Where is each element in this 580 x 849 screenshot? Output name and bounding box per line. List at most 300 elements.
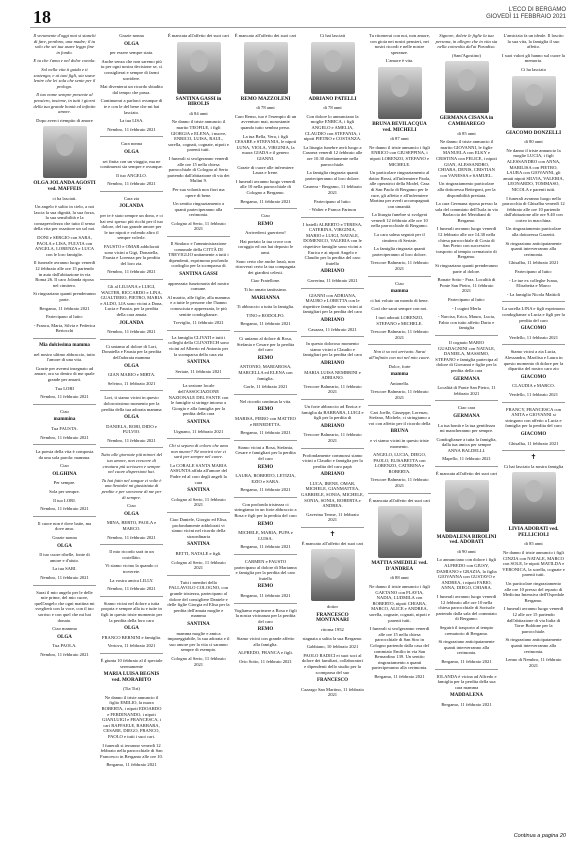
notice-text: Il tuo cuore ribelle, fonte di amore e d'aiuto. xyxy=(39,552,90,563)
portrait-photo xyxy=(445,480,489,532)
notice-text: Ciao xyxy=(395,280,404,286)
notice-text: Ciao Daniele, Giorgio ed Elisa, profondamente addolorati vi siamo vicini nel ricordo della straordinaria xyxy=(169,517,228,539)
notice-divider xyxy=(301,336,364,337)
notice-text: Ne danno il triste annuncio il figlio EMILIO, la nuora ROBERTA, i nipoti EDOARDO e FERDINANDO, i nipoti GIANLUIGI e FRANCESCA, i cari RAFFAELE, BARBARA, CESARE, DIEGO, FRANCO, PAOLO e tutti i suoi cari. xyxy=(101,694,162,740)
notice-divider xyxy=(100,136,163,137)
notice-text: In questo doloroso momento siamo vicini a Claudio e famigliari per la perdita del caro xyxy=(302,341,363,358)
deceased-name: MATTIA SMEDILE ved. D'ANDREA xyxy=(371,560,428,572)
notice-text: Il tuo ANGELO. xyxy=(116,172,147,178)
notice-text: CLAUDIA e MARCO. xyxy=(512,383,555,389)
addressee-name: mammina xyxy=(53,417,76,423)
notice-text: stagnata a salita la sua Bergamo. xyxy=(302,635,363,641)
notice-text: Bergamo, 11 febbraio 2021 xyxy=(441,658,492,664)
notice-text: Un sentito ringraziamento a quanti parteciperanno alla cerimonia. xyxy=(172,201,225,218)
deceased-name: GIACOMO DONZELLI xyxy=(505,129,562,136)
notice-text: Il tuo LORI. xyxy=(53,497,76,503)
notice-divider xyxy=(234,554,297,555)
deceased-name: OLGA JOLANDA AGOSTI ved. MAFFEIS xyxy=(33,180,96,192)
notice-text: Partecipano al lutto: xyxy=(314,198,351,204)
notice-text: Sono certo che anche lassù, non ritroverai certo la tua compagnia dei giardini celesti. xyxy=(235,258,296,275)
notice-text: Trescore Balneario, 11 febbraio 2021 xyxy=(303,383,362,395)
notice-divider xyxy=(100,191,163,192)
obituary-column xyxy=(502,33,565,833)
notice-text: È mancato all'affetto dei suoi cari xyxy=(234,33,297,38)
notice-text: Bergamo, 11 febbraio 2021 xyxy=(240,430,291,436)
notice-text: La tua Bella, Vera, i figli CESARE e STEFANIA, le nipoti LUNA, VIOLA, VIRGINIA, la nuora GIADA e il genero GIANNI. xyxy=(234,133,297,161)
notice-text: e vi siamo vicini in questo triste momento. xyxy=(370,437,429,449)
notice-divider xyxy=(502,344,565,345)
notice-text: Per sua volontà non fiori ma opere di bene. xyxy=(172,186,225,198)
notice-text: Ne danno il triste annuncio i figli CINZIA con NATALE, MARCO con SOLE, le nipoti MATILDA e VERONICA, la sorella, cognate e parenti tutti. xyxy=(502,550,565,578)
notice-text: È mancata all'affetto dei suoi cari xyxy=(435,471,498,477)
notice-text: Bergamo, 11 febbraio 2021 xyxy=(240,593,291,598)
addressee-name: OLGHINA xyxy=(52,471,77,477)
notice-text: Casnera - Bergamo, 11 febbraio 2021 xyxy=(303,184,362,195)
notice-text: Siamo vicini a zia Lucia, Alessandro, Marilisa e Laura in questo momento di dolore per la dipartita del nostro caro zio xyxy=(503,349,564,372)
notice-divider xyxy=(301,217,364,218)
notice-text: Ci hai lasciato la nostra famiglia xyxy=(503,463,564,469)
notice-text: È giunta 10 febbraio al il speciale serenamente xyxy=(100,657,163,669)
notice-divider xyxy=(435,400,498,401)
addressee-name: GIACOMO xyxy=(520,326,547,332)
addressee-name: BRUNA xyxy=(390,429,409,435)
notice-text: Bonate Sotto - Fraz. Località di Ponte San Pietro, 11 febbraio 2021 xyxy=(437,277,496,294)
notice-text: Ne danno il triste annuncio i figli GAETANO con FLAVIA, NADIA, LUDMILA con ROBERTO, nipoti CHIARA, MARCO, ALICE e ANDREA, sorella, cognate, cognati, nipoti e parenti tutti. xyxy=(369,584,430,623)
notice-text: I funerali avranno luogo venerdì alle 10 nella parrocchiale di Cologno a Bergamo. xyxy=(235,178,296,195)
addressee-name: Mia dolcissima mamma xyxy=(39,342,90,348)
notice-text: DANIELA, ROBI, DIDO e FULVIO. xyxy=(106,423,157,435)
notice-text: Ci uniamo al dolore di Rosa, Stefania e Cesare per la perdita del caro xyxy=(236,336,295,353)
portrait-photo xyxy=(311,549,355,601)
addressee-name: ADRIANO xyxy=(320,472,345,478)
addressee-name: REMO xyxy=(257,627,274,633)
notice-text: (Sant'Agostino) xyxy=(452,52,481,58)
notice-text: Sol nella vita ti guida e ti sostenga; e ai tuoi figli, sia soave lenire che lei sola che sente per il prologo. xyxy=(33,66,96,89)
notice-text: I tuoi adorati LORENZO, STEFANO e MICHELE. xyxy=(375,315,424,326)
notice-text: di 88 anni xyxy=(390,575,409,581)
notice-text: Ciao xyxy=(261,213,270,219)
notice-text: Bergamo, 11 febbraio 2021 xyxy=(240,544,291,550)
notice-text: I funerali avranno luogo venerdì 12 febbraio alle ore 10 nella chiesa parrocchiale di Sorisole partendo dalla sala del commiato di Bergamo. xyxy=(436,594,497,622)
notice-text: I funerali si terranno venerdì 12 febbraio nella parrocchiale di San Francesco in Bergamo alle ore 10. xyxy=(100,742,163,759)
notice-divider xyxy=(100,279,163,280)
notice-text: LAURA, ROBERTO, LETIZIA, EZIO e SARA. xyxy=(235,473,296,484)
notice-text: Ne danno il triste annuncio la moglie LUCIA, i figli ALESSANDRO con ANNA, MARILISA con PIETRO, LAURA con GIOVANNI, gli amati nipoti SILVIA, VALERIA, LEONARDO, TOMMASO, NICOLA e parenti tutti. xyxy=(503,147,564,192)
notice-text: di 78 anni xyxy=(323,105,342,111)
notice-text: La vostra amica LILLY. xyxy=(109,577,154,583)
addressee-name: mamma xyxy=(390,372,409,378)
notice-divider xyxy=(33,585,96,586)
deceased-name: ADRIANO PATELLI xyxy=(308,95,357,102)
obituary-column xyxy=(435,33,498,833)
notice-text: GIAN MARIO e MIRTA. xyxy=(107,372,156,378)
notice-text: L'amicizia fa un ideale. Il lascito la sua vita, la famiglia il suo affetto. xyxy=(503,33,564,50)
notice-text: - Franca, Maria, Silvia e Federica Bertocchi xyxy=(33,322,96,334)
notice-divider xyxy=(502,402,565,403)
notice-text: Nembro, 11 febbraio 2021 xyxy=(40,394,89,400)
addressee-name: REMO xyxy=(257,355,274,361)
notice-text: Orio Sotto, 11 febbraio 2021 xyxy=(239,658,292,664)
notice-text: Ciao xyxy=(60,408,69,414)
notice-text: Seguirà il trasporto al tempio crematorio di Bergamo. xyxy=(439,624,494,636)
notice-text: ritorna 1952 xyxy=(321,627,344,632)
notice-text: Ne danno il triste annuncio i figli ENRICO con GIUSEPPINA, i nipoti LORENZO, STEFANO e MICHELE. xyxy=(369,144,430,167)
notice-divider xyxy=(435,335,498,336)
notice-text: La famiglia CLIVATI e tutti i colleghi della CLIVATECH sono vicini ad Alberto ed Antonio per la scomparsa della cara zia xyxy=(168,334,229,357)
addressee-name: OLGA xyxy=(124,363,139,369)
addressee-name: REMO xyxy=(257,221,274,227)
deceased-name: REMO MAZZOLENI xyxy=(240,95,291,102)
addressee-name: GERMANA xyxy=(453,413,480,419)
notice-text: Nembro, 11 febbraio 2021 xyxy=(40,651,89,657)
notice-text: BETTI, NATALE e figli. xyxy=(175,551,222,556)
notice-text: Nembro, 11 febbraio 2021 xyxy=(107,534,156,540)
addressee-name: JOLANDA xyxy=(119,204,144,210)
notice-text: Cazzago San Martino, 11 febbraio 2021 xyxy=(301,686,364,698)
deceased-name: FRANCESCO MONTANARI xyxy=(316,611,349,624)
addressee-name: mamma xyxy=(390,289,409,295)
notice-divider xyxy=(100,339,163,340)
notice-text: I funerali avranno luogo venerdì 12 alle ore 15 partendo dall'abitazione di via Italia di Torre Boldone per la parrocchiale. xyxy=(503,606,564,634)
notice-text: Grazie nonna xyxy=(52,535,77,541)
notice-text: I funerali avranno luogo nella parrocchia di Ghisalba venerdì 12 febbraio alle ore 10 partendo dall'abitazione alle ore 9.40 con corteo in macchina. xyxy=(502,195,565,223)
notice-text: I fratelli ALBERTO e TERESA, CATERINA, VIRGINIA, MARIO e LUIGI, NATALE, DOMENICO, VALERIA con le rispettive famiglie sono vicini a Enrica e ai nipoti Angelo e Claudio per la perdita del caro fratello xyxy=(302,221,363,266)
notice-text: di 85 anni xyxy=(524,541,543,547)
deceased-name: GERMANA CISANA in CAMBIAREGO xyxy=(439,115,494,127)
addressee-name: SANTINA xyxy=(187,419,210,425)
publication-name: L'ECO DI BERGAMO xyxy=(508,7,566,13)
notice-text: Ti ho amato tantissimo. xyxy=(243,287,288,293)
notice-text: Cologno al Serio, 11 febbraio 2021 xyxy=(171,655,226,667)
notice-divider xyxy=(100,390,163,391)
deceased-name: MARIA LUISA BEGNIS ved. MORABITO xyxy=(103,671,160,683)
publication-masthead xyxy=(486,7,566,21)
notice-text: Ne danno il triste annuncio il marito GIOVANNI, le figlie MANUELA con ELKY e CRISTINA con FELICE, i nipoti GIAN, ALESSANDRO, CHIARA, DENIS, CRISTIAN con VANESSA e SAMUEL. xyxy=(436,139,497,178)
notice-text: E tu che t'ama e nel dolor conola. xyxy=(33,58,96,64)
addressee-name: ADRIANO xyxy=(320,269,345,275)
deceased-name: MADDALENA BIROLINI ved. ADOBATI xyxy=(436,533,497,546)
notice-text: Dopo averci riempito di amore xyxy=(36,117,93,123)
addressee-name: SANTINA xyxy=(187,488,210,494)
notice-text: Nembro, 11 febbraio 2021 xyxy=(107,437,156,443)
notice-text: Ciao Fratellone. xyxy=(250,278,281,284)
notice-text: Grazie di cuore alle infermiere Laura e Irene. xyxy=(237,164,294,176)
addressee-name: REMO xyxy=(257,407,274,413)
notice-text: Siamo vicini a Rosa, Stefania, Cesare e famigliari per la perdita del caro xyxy=(235,444,296,461)
addressee-name: REMO xyxy=(257,521,274,527)
notice-text: Nel ricordo continua la vita. xyxy=(239,398,292,404)
addressee-name: REMO xyxy=(257,464,274,470)
publication-date: GIOVEDÌ 11 FEBBRAIO 2021 xyxy=(486,14,566,20)
notice-text: Ne danno il triste annuncio il marito TEOFILE, i figli GIORGIA e ELENA, i nuove, ENRICO, LUISA, RAUL, sorella, cognati, cognate, nipoti e parenti tutti. xyxy=(168,119,229,153)
notice-text: Il funerale avranno luogo venerdì 12 febbraio alle ore 15 partendo in auto dall'abitazione in via Roma 26. Il caro Jolanda riposa nel cimitero. xyxy=(33,260,96,288)
notice-text: di 80 anni xyxy=(524,139,543,145)
notice-text: PAOLO RADICI ei suoi soci al dolore dei familiari, collaboratori e dipendenti dello studio per la scomparsa del suo xyxy=(301,652,364,675)
notice-divider xyxy=(234,208,297,209)
notice-text: (Tia Tiri) xyxy=(123,686,140,692)
obituary-column xyxy=(301,33,364,833)
notice-text: Partecipano al lutto: xyxy=(448,297,485,302)
notice-text: DONI e SERGIO con SARA, PAOLA e LISA, FULVIA con ANGELA, LORENZA e LUCA con le loro famiglie. xyxy=(34,235,95,257)
portrait-photo xyxy=(378,506,422,558)
notice-text: Un forte abbraccio ad Enrica e famiglia da BARBARA, LUIGI e figli per la perdita di xyxy=(301,403,364,421)
notice-text: Ci ha lasciato xyxy=(520,66,546,72)
header-rule xyxy=(30,27,566,28)
obituary-column xyxy=(368,33,431,833)
notice-text: Nembro, 11 febbraio 2021 xyxy=(107,181,156,187)
portrait-photo xyxy=(311,42,355,94)
notice-divider xyxy=(502,450,565,451)
notice-divider xyxy=(368,276,431,277)
notice-text: Condoglianze a tutta la famiglia, dalla tua amica per sempre ANNA BALDELLI. xyxy=(436,436,497,453)
portrait-photo xyxy=(177,42,221,94)
notice-text: Tu hai fatto nel sangue ci volte è una Sentalei mi giustiziata di perdite e per sovvenne di me per di sempre. xyxy=(101,477,162,500)
notice-text: Nembro, 11 febbraio 2021 xyxy=(107,269,156,275)
notice-text: Tutti i membri della PALLAVOLO COLOGNO, con grande tristezza, partecipano al dolore del consigliere Daniele e delle figlie Giorgia ed Elisa per la perdita dell'amata moglie e mamma xyxy=(167,579,230,619)
notice-text: Grazie per avermi insegnato ad amare, ora so dentro di me quale grande per amarti. xyxy=(34,365,95,382)
addressee-name: JOLANDA xyxy=(119,320,144,326)
notice-text: Cara zia xyxy=(123,195,140,201)
deceased-name: BRUNA BEVILACQUA ved. MICHELI xyxy=(372,120,427,133)
cross-icon: ✝ xyxy=(329,530,336,539)
addressee-name: SANTINA xyxy=(187,542,210,548)
notice-text: Ciao xyxy=(60,463,69,469)
notice-text: Località di Ponte San Pietro, 11 febbraio 2021 xyxy=(437,385,496,396)
addressee-name: GIACOMO xyxy=(520,374,547,380)
notice-text: I funerali si svolgeranno venerdì alle ore 15 nella chiesa parrocchiale di San Siro in Cologno partendo dalla casa del commiato Emilio in via San Bernardino 139. Un sentito ringraziamento a quanti parteciperanno alla cerimonia. xyxy=(369,626,430,671)
notice-text: per essere sempre stata. xyxy=(109,50,154,56)
notice-divider xyxy=(234,394,297,395)
notice-text: Si ringraziano anticipatamente quanti interverranno alla cerimonia. xyxy=(505,637,562,654)
notice-divider xyxy=(234,440,297,441)
notice-divider xyxy=(167,236,230,237)
obituary-column xyxy=(100,33,163,833)
notice-text: Trescore Balneario, 11 febbraio 2021 xyxy=(370,329,429,340)
notice-text: Ghisalba, 11 febbraio 2021 xyxy=(508,260,559,266)
notice-text: Nembro, 11 febbraio 2021 xyxy=(107,586,156,592)
notice-text: per te è stato sempre un dono, e ci hai resi spesso più ricchi per il tuo dolore, del tuo grande amore per le tue nipoti e volendo altro il sempre volerle. xyxy=(100,213,163,241)
page-number: 18 xyxy=(33,7,51,27)
notice-text: Bergamo, 11 febbraio 2021 xyxy=(240,321,291,327)
notice-text: FRANCO BERNINI e famiglia. xyxy=(101,634,162,640)
notice-divider xyxy=(234,497,297,498)
deceased-name: SANTINA GASSI in BIROLIS xyxy=(175,95,222,108)
notice-text: sei finita con un viaggio, ma ne continuerai sia sempre e ovunque. xyxy=(100,158,163,170)
notice-text: Tua LORI xyxy=(55,385,74,391)
notice-divider xyxy=(301,448,364,449)
notice-text: Un particolare ringraziamento al dottor Rossi, all'infermiere Paola, alle operatrici della Model, Casa di San Paolo di Bergamo per le cure, gli affetto e all'infermiere Martina per averli accompagnati con umanità. xyxy=(368,170,431,209)
cross-icon: ✝ xyxy=(530,453,537,462)
notice-text: Bergamo, 11 febbraio 2021 xyxy=(240,487,291,493)
notice-text: Così che sarai sempre con noi. xyxy=(371,306,428,312)
notice-text: Ci uniamo al dolore di Lori, Donatella e Fausta per la perdita dell'adorata mamma xyxy=(101,343,162,360)
notice-divider xyxy=(435,466,498,467)
notice-text: ANGELO, LUCIA, DIEGO, PAOLO, ELISABETTA con LORENZO, CATERINA e ROBERTA. xyxy=(373,452,426,474)
notice-text: Gabbiano, 10 febbraio 2021 xyxy=(306,644,359,650)
notice-divider xyxy=(33,444,96,445)
notice-text: apprezzata funzionaria del nostro comune. xyxy=(167,280,230,292)
notice-text: Mai diventerai un ricordo sbiadito dal tempo che passa. xyxy=(100,84,163,95)
notice-text: Lo annunciano con dolore i figli ALFREDO con GIUSY, DAMIANO e GRAZIA, la figlia GIOVANNA con GUSTAVO e ANDREA, i nipoti FABIO, ANNA, DIEGO, CHIARA. xyxy=(436,557,497,591)
notice-text: Nembro, 11 febbraio 2021 xyxy=(40,575,89,580)
notice-text: Si ringraziano anticipatamente quanti interverranno alla cerimonia. xyxy=(505,240,562,257)
addressee-name: MARIANNA xyxy=(251,295,280,301)
addressee-name: MADDALENA xyxy=(449,693,484,699)
notice-divider xyxy=(435,669,498,670)
notice-text: Siamo vicini nel dolore a tutta propria e sempre alla tu e tutte in figli in questo triste momento per la perdita della loro cara xyxy=(100,600,163,623)
notice-text: Lori, ti siamo vicini in questo dolorosissimo momento per la perdita della tua adorata mamma xyxy=(101,395,162,412)
notice-text: ANTONIO, MARIAROSA, MARCELLA ed ELENA con famiglia. xyxy=(238,364,293,381)
notice-text: Ciao mamma xyxy=(52,626,77,632)
notice-text: Con dolore lo annunciano la moglie ENRICA, i figli ANGELO e AMELIA, CLAUDIO con STEFANIA, i nipoti PIETRO e COSTANZA. xyxy=(303,113,362,142)
addressee-name: OLGA xyxy=(57,543,72,549)
notice-text: Bergamo, 11 febbraio 2021 xyxy=(374,673,425,679)
notice-text: Sola per sempre. xyxy=(49,489,80,495)
notice-text: I funerali si svolgeranno venerdì alle ore 15 nella chiesa parrocchiale di Cologno al Serio partendo dall'abitazione di via dei Mulini 9. xyxy=(167,155,230,184)
notice-text: MARISA, PIERO con MATTEO e BENEDETTA. xyxy=(235,415,296,427)
notice-divider xyxy=(167,330,230,331)
notice-text: Nembro, 11 febbraio 2021 xyxy=(107,329,156,335)
portrait-photo xyxy=(512,76,556,128)
notice-text: - La famiglia Nicola Mattioli xyxy=(506,291,561,297)
notice-text: È mancato all'affetto dei suoi cari xyxy=(301,540,364,546)
notice-text: IOLANDA è vicina ad Alfredo e famiglia per la perdita della sua cara mamma xyxy=(436,673,497,690)
notice-divider xyxy=(301,399,364,400)
notice-text: Cari Joelle, Giuseppe, Lorenzo, Stefano, Michele, ci stringiamo a voi con affetto per il ricordo della xyxy=(368,409,431,426)
notice-text: CARMEN e FAUSTO partecipano al dolore di Marianna e famiglia per la perdita del caro fratello xyxy=(234,559,297,581)
notice-text: Cologno al Serio, 11 febbraio 2021 xyxy=(171,496,226,508)
notice-text: Nembro, 11 febbraio 2021 xyxy=(40,434,89,440)
notice-text: - I cugini Merla xyxy=(452,305,481,311)
addressee-name: FRANCESCO xyxy=(316,678,349,684)
portrait-photo xyxy=(445,61,489,113)
notice-text: La famiglia ringrazia quanti parteciperanno al loro dolore. xyxy=(372,246,427,257)
portrait-photo xyxy=(378,67,422,119)
notice-text: Chi si separa di coloro che ama non muore? Né morirà vive ci sarà per sempre nel cuore. xyxy=(169,443,228,460)
notice-text: Ci hai lasciati xyxy=(319,33,346,38)
notice-text: Con profonda tristezza ci stringiamo in un forte abbraccio a Rosa e figli per la perdita del caro xyxy=(234,501,297,519)
notice-text: ci hai voluto un mondo di bene. xyxy=(370,297,429,303)
notice-divider xyxy=(167,575,230,576)
notice-text: Vi siamo vicino la quando ci troverete. xyxy=(105,563,158,574)
notice-text: È mancata all'affetto dei suoi cari xyxy=(167,33,230,38)
notice-text: Arrivederci guerriero! xyxy=(245,230,286,236)
notice-text: MICHELE, MARIA, PUPA e LUISA. xyxy=(238,530,293,541)
notice-text: La tua LISA. xyxy=(119,118,144,124)
notice-divider xyxy=(368,405,431,406)
notice-text: Dolce, forte xyxy=(388,363,411,369)
addressee-name: OLGA xyxy=(124,626,139,632)
notice-text: Profondamente commossi siamo vicini a Claudio e famiglia per la perdita del caro papà xyxy=(302,452,363,469)
notice-text: Antonella. xyxy=(389,380,410,386)
notice-text: Il Sindaco e l'amministrazione comunale della CITTÀ DI TREVIGLIO unitamente a tutti i dipendenti, esprimono profondo cordoglio per la scomparsa di xyxy=(168,241,229,269)
notice-text: FAUSTO e OMAR addolorati sono vicini a Gigi, Donatella, Fausta e Lorenza per la perdita del loro zia. xyxy=(103,244,160,266)
notice-text: La cara salma seguirà per il cimitero di Seriate. xyxy=(374,232,425,243)
notice-text: La poesia della vita è composta da una sola parola: mamma. xyxy=(35,449,94,460)
notice-text: Gaverina, 11 febbraio 2021 xyxy=(307,278,358,284)
notice-divider xyxy=(33,516,96,517)
notice-text: Signore, dolete le figlie la tua persona, in allegro che in vita sia nella coinvolta dal'ai Paradiso. xyxy=(435,33,498,50)
notice-text: Tua PAOLA. xyxy=(52,643,77,649)
notice-divider xyxy=(368,344,431,345)
addressee-name: OLGA xyxy=(124,41,139,47)
addressee-name: GERMANA xyxy=(453,376,480,382)
notice-text: I funerali avranno luogo venerdì 12 febbraio alle ore 14.30 nella chiesa parrocchiale di Costa di San Pietro con successivo trasporto al tempio crematorio di Bergamo. xyxy=(436,226,497,260)
notice-text: Il tuo nome sempre presente al pensiero, insieme, in tutti i giorni della tua grande bontà ed infinito amore. xyxy=(33,92,96,115)
notice-text: Trescore Balneario, 11 febbraio 2021 xyxy=(370,477,429,489)
notice-text: Cologno al Serio, 11 febbraio 2021 xyxy=(171,559,226,571)
obituary-column xyxy=(167,33,230,833)
addressee-name: OLGA xyxy=(124,149,139,155)
notice-text: MARIA LUISA NEMBRINI e ADRIANO. xyxy=(304,369,361,381)
notice-text: La liturgia funebre si svolgerà venerdì 12 febbraio alle ore 10 nella parrocchiale di Bergamo. xyxy=(371,212,428,229)
notice-text: Grazie nonna xyxy=(119,33,144,38)
notice-text: Bergamo, 11 febbraio 2021 xyxy=(240,198,291,204)
notice-text: di 87 anni xyxy=(390,136,409,142)
notice-text: La sorella LINA e figli esprimono condoglianze a Lucia e figli per la perdita del caro xyxy=(502,306,565,323)
obituary-columns xyxy=(33,33,566,833)
notice-text: Nembro, 11 febbraio 2021 xyxy=(107,126,156,132)
notice-text: Trescore Balneario, 11 febbraio 2021 xyxy=(303,432,362,443)
notice-text: mamma moglie e amica impareggiabile, la sua adorata e il suo amore per la vita ci saranno sempre di esempio. xyxy=(167,630,230,653)
notice-text: - Le tue ex colleghe Ivana, Elisabetta e Marco xyxy=(509,277,558,289)
notice-text: Un angelo è salito in cielo, a noi lascia la sua dignità, la sua forza, la sua sensibilità e la consapevolezza che tutto il senso della vita per ossattore un sol noi. xyxy=(33,204,96,232)
notice-text: Ti abbraccio a tutta la famiglia. xyxy=(236,304,295,310)
notice-text: I suoi valori gli hanno sul cuore la memoria. xyxy=(502,52,565,64)
notice-text: Tu ritornerai con noi, non amore, con gioia nei nostri pensieri, nei nostri ricordi e nelle nostre speranze. xyxy=(369,33,430,55)
notice-text: Anche senza che non saremo più tu per ogni nostra decisione se, ci consiglierai e sempre di farmi sorridere. xyxy=(100,58,163,81)
notice-text: Bergamo, 11 febbraio 2021 xyxy=(441,701,492,707)
portrait-photo xyxy=(43,126,87,178)
notice-text: Ciao xyxy=(127,503,136,509)
notice-divider xyxy=(502,301,565,302)
notice-text: Continuerai a parlarci ovunque di te e con le del bene che mi hai lasciato. xyxy=(100,98,163,115)
addressee-name: SANTINA GASSI xyxy=(179,272,218,278)
notice-text: Cologno al Serio, 11 febbraio 2021 xyxy=(171,220,226,232)
notice-text: L'amore è vita. xyxy=(385,58,414,64)
deceased-name: LIVIA ADOBATI ved. PELLICIOLI xyxy=(508,526,559,538)
notice-text: Bergamo, 11 febbraio 2021 xyxy=(39,305,90,311)
notice-text: FRANCY, FRANCESCA con ANITA e GIOVANNI si stringono con affetto a Lucia e famiglia per la perdita del caro xyxy=(505,406,562,429)
notice-text: ALFREDO, FRANCA e figli. xyxy=(237,650,293,656)
addressee-name: OLGA xyxy=(124,511,139,517)
notice-text: GIANNI con ADRIANA, MAURO e LORETTA con le rispettive famiglie sono vicini ai famigliari per la perdita del caro xyxy=(302,292,363,315)
notice-text: La cara Germana riposa presso la sala del commiato dell'Isola in via Barlaccia dei Meridiani di Bergamo. xyxy=(435,201,498,223)
obituary-column xyxy=(33,33,96,833)
notice-text: - Narcisa, Erica, Mauro, Lucia, Fabio con tutto affetto Dario e famiglia xyxy=(437,314,496,331)
notice-text: Trescore Balneario, 11 febbraio 2021 xyxy=(370,389,429,400)
notice-text: Al marito, alle figlie, alla mamma e a tutte le persone che l'hanno conosciuta e apprezzata, le più sentite condoglianze. xyxy=(167,294,230,317)
notice-text: Cara nonna xyxy=(120,141,143,147)
notice-text: Caro Remo, tuo è l'esempio di un avventuro mai, nonostante quando tutto sembra perso. xyxy=(234,113,297,130)
notice-divider xyxy=(100,544,163,545)
notice-text: Un ringraziamento particolare alla dottoressa Garzetti. xyxy=(505,226,562,238)
notice-text: Gli al LILIANA e LUIGI, WALTER, RICCARDO e LINA, GUALTIERO, PIETRO, MARIA e ALDO, LIA sono vicini a Dona, Lucia e Fausta, per la perdita della cara amata xyxy=(100,284,163,317)
notice-text: Si ringraziano anticipatamente quanti interverranno alla cerimonia. xyxy=(438,639,495,656)
addressee-name: REMO xyxy=(257,584,274,590)
notice-text: Treviglio, 11 febbraio 2021 xyxy=(173,320,224,326)
addressee-name: ADRIANO xyxy=(320,360,345,366)
notice-text: Mapello, 11 febbraio 2021 xyxy=(442,456,491,462)
notice-text: dottor xyxy=(327,604,338,610)
notice-text: Per sempre. xyxy=(53,480,76,486)
notice-text: Il cuore non è dove batte, ma dove ama. xyxy=(37,520,92,532)
notice-text: La liturgia funebre avrà luogo a Casnera venerdì 12 febbraio alle ore 10.30 direttamente nella parrocchiale. xyxy=(302,144,363,167)
addressee-name: ADRIANO xyxy=(320,318,345,323)
continued-note: Continua a pagina 20 xyxy=(513,833,566,839)
notice-divider xyxy=(167,438,230,439)
portrait-photo xyxy=(512,472,556,524)
